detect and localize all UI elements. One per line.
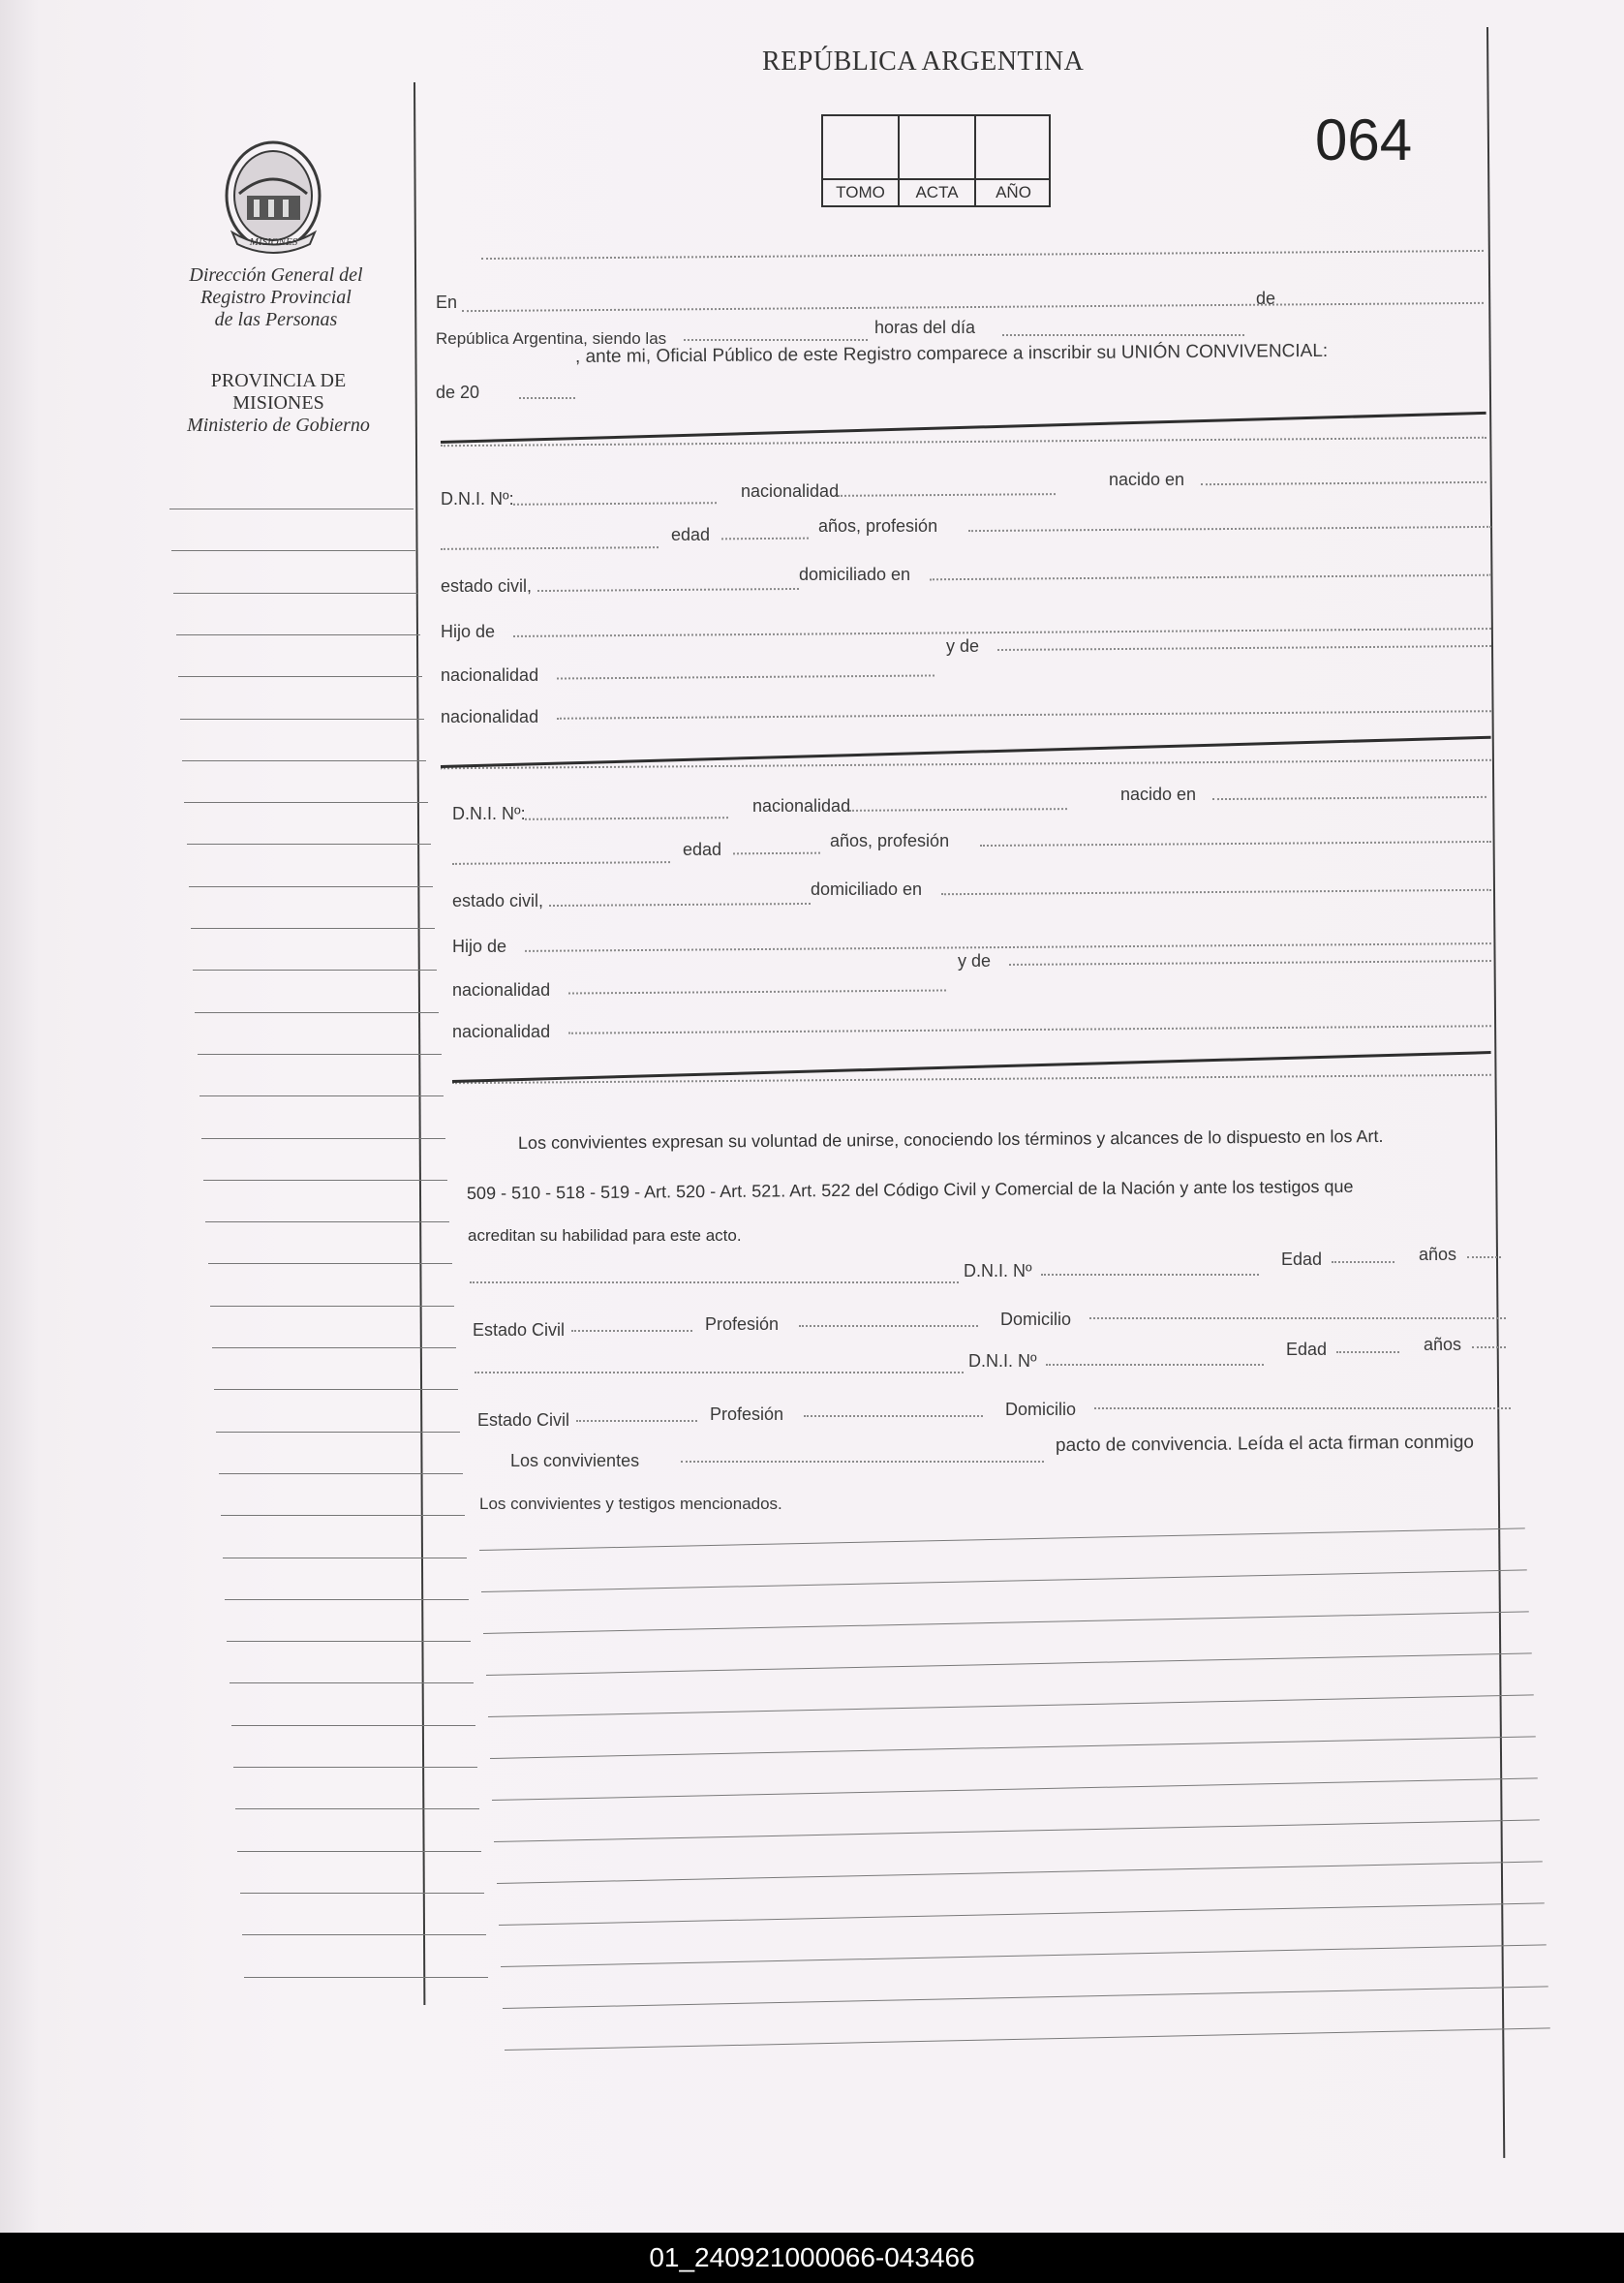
y-de-field[interactable] <box>997 645 1491 651</box>
margin-note-line[interactable] <box>178 676 422 677</box>
nacionalidad-label: nacionalidad <box>441 665 539 685</box>
field-line[interactable] <box>481 250 1484 260</box>
witness-edad-label: Edad <box>1286 1340 1328 1359</box>
dni-label: D.N.I. Nº: <box>441 489 514 509</box>
witness-name-field[interactable] <box>470 1281 959 1283</box>
declaration-line-2: 509 - 510 - 518 - 519 - Art. 520 - Art. 521. Art. 522 del Código Civil y Comercial de la Nación y ante los testigos que <box>466 1176 1354 1203</box>
witness-domicilio-field[interactable] <box>1094 1407 1511 1409</box>
nacido-label: nacido en <box>1120 785 1197 804</box>
witness-domicilio-label: Domicilio <box>1005 1400 1077 1419</box>
domiciliado-label: domiciliado en <box>799 565 911 584</box>
margin-note-line[interactable] <box>199 1095 444 1096</box>
margin-note-line[interactable] <box>189 886 433 887</box>
margin-note-line[interactable] <box>208 1263 452 1264</box>
edad-field[interactable] <box>733 852 820 855</box>
dept-line-2: Registro Provincial <box>200 287 352 308</box>
signature-line[interactable] <box>497 1861 1543 1884</box>
left-margin-line <box>414 82 425 2005</box>
horas-field[interactable] <box>684 339 868 341</box>
margin-note-line[interactable] <box>198 1054 442 1055</box>
signature-line[interactable] <box>494 1819 1540 1842</box>
nacido-field[interactable] <box>1212 796 1486 800</box>
margin-note-line[interactable] <box>201 1138 445 1139</box>
right-margin-line <box>1486 27 1505 2158</box>
witness-dni-label: D.N.I. Nº <box>968 1351 1037 1371</box>
edad-field[interactable] <box>721 538 809 540</box>
dni-field[interactable] <box>513 502 717 506</box>
margin-note-line[interactable] <box>235 1808 479 1809</box>
ano-label: AÑO <box>996 183 1031 201</box>
witness-anos-tail[interactable] <box>1472 1346 1506 1348</box>
witness-estado-civil-label: Estado Civil <box>473 1320 566 1340</box>
signature-line[interactable] <box>490 1736 1536 1759</box>
domiciliado-field[interactable] <box>930 574 1491 581</box>
y-de-label: y de <box>958 951 992 971</box>
witness-estado-civil-field[interactable] <box>576 1420 697 1422</box>
nacionalidad-label: nacionalidad <box>741 481 840 501</box>
margin-note-line[interactable] <box>195 1012 439 1013</box>
signature-line[interactable] <box>492 1777 1538 1801</box>
nacionalidad-field[interactable] <box>557 710 1491 720</box>
dni-label: D.N.I. Nº: <box>452 804 526 823</box>
witness-name-field[interactable] <box>475 1372 964 1373</box>
nacionalidad-field[interactable] <box>849 808 1067 812</box>
act-number: 064 <box>1315 108 1413 172</box>
nacionalidad-field[interactable] <box>838 493 1056 497</box>
witness-domicilio-label: Domicilio <box>1000 1310 1072 1329</box>
domiciliado-field[interactable] <box>941 889 1491 895</box>
margin-note-line[interactable] <box>244 1977 488 1978</box>
anos-profesion-label: años, profesión <box>818 516 938 536</box>
de20-label: de 20 <box>436 383 480 402</box>
nacido-label: nacido en <box>1109 470 1185 489</box>
witness-edad-label: Edad <box>1281 1249 1323 1269</box>
witness-anos-label: años <box>1424 1335 1462 1354</box>
profesion-field[interactable] <box>968 526 1491 532</box>
acta-label: ACTA <box>915 183 959 201</box>
margin-note-line[interactable] <box>233 1767 477 1768</box>
margin-note-line[interactable] <box>237 1851 481 1852</box>
witness-domicilio-field[interactable] <box>1089 1317 1506 1319</box>
margin-note-line[interactable] <box>191 928 435 929</box>
scan-footer-code: 01_240921000066-043466 <box>0 2233 1624 2283</box>
ministry-name: Ministerio de Gobierno <box>187 415 370 436</box>
dept-line-3: de las Personas <box>214 309 338 330</box>
witness-estado-civil-label: Estado Civil <box>477 1410 570 1430</box>
signature-line[interactable] <box>483 1611 1529 1634</box>
year-field[interactable] <box>519 397 575 399</box>
name-field[interactable] <box>452 861 670 865</box>
witness-estado-civil-field[interactable] <box>571 1330 692 1332</box>
witness-anos-label: años <box>1419 1245 1457 1264</box>
nacionalidad-label: nacionalidad <box>452 980 551 1000</box>
nacionalidad-label: nacionalidad <box>441 707 539 726</box>
margin-note-line[interactable] <box>214 1389 458 1390</box>
province-line-2: MISIONES <box>232 392 324 414</box>
witness-profesion-label: Profesión <box>710 1404 784 1424</box>
witness-edad-field[interactable] <box>1336 1351 1399 1353</box>
en-label: En <box>436 293 458 312</box>
margin-note-line[interactable] <box>221 1515 465 1516</box>
dni-field[interactable] <box>525 817 728 820</box>
margin-note-line[interactable] <box>231 1725 475 1726</box>
name-field[interactable] <box>441 546 659 550</box>
witness-profesion-label: Profesión <box>705 1314 780 1334</box>
hijo-de-label: Hijo de <box>452 937 507 956</box>
de-label: de <box>1256 289 1276 308</box>
margin-note-line[interactable] <box>205 1221 449 1222</box>
province-line-1: PROVINCIA DE <box>210 370 347 391</box>
margin-note-line[interactable] <box>216 1432 460 1433</box>
margin-note-line[interactable] <box>176 634 420 635</box>
department-name <box>165 264 387 331</box>
estado-civil-field[interactable] <box>549 903 811 907</box>
margin-note-line[interactable] <box>173 593 417 594</box>
witness-dni-field[interactable] <box>1041 1274 1259 1276</box>
dept-line-1: Dirección General del <box>189 264 363 286</box>
witness-dni-label: D.N.I. Nº <box>964 1261 1032 1280</box>
tomo-label: TOMO <box>836 183 885 201</box>
margin-note-line[interactable] <box>230 1682 474 1683</box>
en-field[interactable] <box>462 302 1484 312</box>
y-de-label: y de <box>946 636 980 656</box>
margin-note-line[interactable] <box>203 1180 447 1181</box>
margin-note-line[interactable] <box>184 802 428 803</box>
signatures-label: Los convivientes y testigos mencionados. <box>479 1495 782 1513</box>
margin-note-line[interactable] <box>242 1934 486 1935</box>
witness-edad-field[interactable] <box>1332 1261 1394 1263</box>
estado-civil-label: estado civil, <box>452 891 544 910</box>
edad-label: edad <box>683 840 722 859</box>
signature-line[interactable] <box>479 1527 1525 1551</box>
anos-profesion-label: años, profesión <box>830 831 950 850</box>
witness-anos-tail[interactable] <box>1467 1256 1501 1258</box>
margin-note-line[interactable] <box>240 1893 484 1894</box>
signature-line[interactable] <box>481 1569 1527 1592</box>
margin-note-line[interactable] <box>193 970 437 971</box>
nacido-field[interactable] <box>1201 481 1486 485</box>
signature-line[interactable] <box>488 1694 1534 1717</box>
y-de-field[interactable] <box>1009 960 1491 966</box>
nacionalidad-field[interactable] <box>568 989 946 994</box>
margin-note-line[interactable] <box>225 1599 469 1600</box>
hijo-de-field[interactable] <box>513 628 1491 637</box>
declaration-line-3: acreditan su habilidad para este acto. <box>468 1226 742 1245</box>
margin-note-line[interactable] <box>187 844 431 845</box>
hijo-de-label: Hijo de <box>441 622 496 641</box>
domiciliado-label: domiciliado en <box>811 879 923 899</box>
pacto-label: pacto de convivencia. Leída el acta firman conmigo <box>1055 1432 1475 1456</box>
nacionalidad-label: nacionalidad <box>452 1022 551 1041</box>
margin-note-line[interactable] <box>180 719 424 720</box>
margin-note-line[interactable] <box>227 1641 471 1642</box>
republica-label: República Argentina, siendo las <box>436 329 667 348</box>
dia-field[interactable] <box>1002 334 1244 336</box>
convivientes-field[interactable] <box>681 1461 1044 1463</box>
signature-line[interactable] <box>499 1902 1545 1926</box>
estado-civil-field[interactable] <box>537 588 799 592</box>
nacionalidad-label: nacionalidad <box>752 796 851 816</box>
edad-label: edad <box>671 525 711 544</box>
country-title: REPÚBLICA ARGENTINA <box>762 46 1085 77</box>
horas-label: horas del día <box>874 318 976 337</box>
convivientes-label: Los convivientes <box>510 1451 640 1470</box>
estado-civil-label: estado civil, <box>441 576 533 596</box>
comparece-statement: , ante mi, Oficial Público de este Registro comparece a inscribir su UNIÓN CONVIVENCIAL: <box>574 340 1329 367</box>
province-name <box>165 370 392 437</box>
witness-profesion-field[interactable] <box>799 1325 978 1327</box>
witness-dni-field[interactable] <box>1046 1364 1264 1366</box>
nacionalidad-field[interactable] <box>557 674 935 679</box>
seal-text: MISIONES <box>249 236 298 248</box>
signature-line[interactable] <box>503 1986 1548 2009</box>
signature-line[interactable] <box>505 2027 1550 2051</box>
witness-profesion-field[interactable] <box>804 1415 983 1417</box>
margin-note-line[interactable] <box>219 1473 463 1474</box>
margin-note-line[interactable] <box>212 1347 456 1348</box>
registry-box <box>821 114 1051 207</box>
margin-note-line[interactable] <box>210 1306 454 1307</box>
nacionalidad-field[interactable] <box>568 1025 1491 1034</box>
signature-line[interactable] <box>501 1944 1547 1967</box>
hijo-de-field[interactable] <box>525 942 1491 952</box>
margin-note-line[interactable] <box>171 550 415 551</box>
signature-line[interactable] <box>486 1652 1532 1676</box>
profesion-field[interactable] <box>980 841 1491 847</box>
margin-note-line[interactable] <box>182 760 426 761</box>
declaration-line-1: Los convivientes expresan su voluntad de unirse, conociendo los términos y alcances de lo dispuesto en los Art. <box>517 1126 1384 1153</box>
